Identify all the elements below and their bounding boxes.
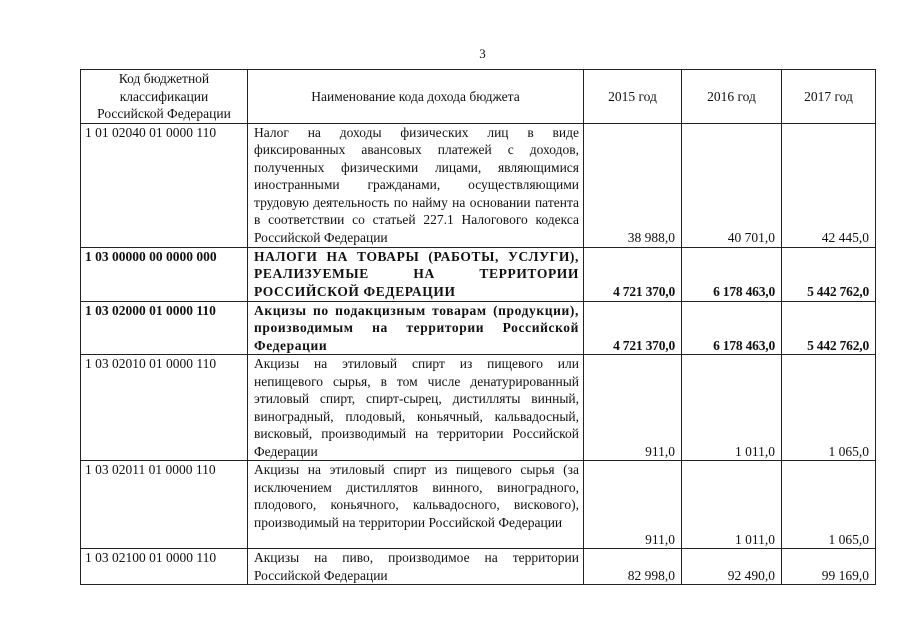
table-row bbox=[81, 301, 876, 355]
row-name: Акцизы по подакцизным товарам (продукции), производимым на территории Российской Федерации bbox=[248, 301, 584, 355]
row-code: 1 03 02100 01 0000 110 bbox=[81, 549, 248, 585]
row-code: 1 03 02011 01 0000 110 bbox=[81, 461, 248, 549]
table-row bbox=[81, 247, 876, 301]
row-value-2017: 1 065,0 bbox=[782, 461, 876, 549]
header-2017: 2017 год bbox=[782, 70, 876, 124]
table-row bbox=[81, 549, 876, 585]
table-row bbox=[81, 355, 876, 461]
row-code: 1 03 02000 01 0000 110 bbox=[81, 301, 248, 355]
row-value-2016: 6 178 463,0 bbox=[682, 301, 782, 355]
row-value-2017: 5 442 762,0 bbox=[782, 247, 876, 301]
row-value-2015: 4 721 370,0 bbox=[584, 301, 682, 355]
row-code: 1 03 00000 00 0000 000 bbox=[81, 247, 248, 301]
row-value-2016: 6 178 463,0 bbox=[682, 247, 782, 301]
table-header-row bbox=[81, 70, 876, 124]
header-2015: 2015 год bbox=[584, 70, 682, 124]
row-value-2017: 99 169,0 bbox=[782, 549, 876, 585]
row-value-2015: 911,0 bbox=[584, 461, 682, 549]
row-value-2016: 92 490,0 bbox=[682, 549, 782, 585]
page-number: 3 bbox=[479, 46, 486, 61]
header-name: Наименование кода дохода бюджета bbox=[248, 70, 584, 124]
header-code: Код бюджетной классификации Российской Федерации bbox=[81, 70, 248, 124]
row-code: 1 03 02010 01 0000 110 bbox=[81, 355, 248, 461]
row-value-2015: 911,0 bbox=[584, 355, 682, 461]
row-name: Акцизы на этиловый спирт из пищевого или непищевого сырья, в том числе денатурированный этиловый спирт, спирт-сырец, дистилляты винный, виноградный, плодовый, коньячный, кальвадосный, висковый, производимый на территории Российской Федерации bbox=[248, 355, 584, 461]
row-value-2017: 1 065,0 bbox=[782, 355, 876, 461]
row-value-2016: 1 011,0 bbox=[682, 355, 782, 461]
row-name: Налог на доходы физических лиц в виде фиксированных авансовых платежей с доходов, полученных физическими лицами, являющимися иностранными гражданами, осуществляющими трудовую деятельность по найму на основании патента в соответствии со статьей 227.1 Налогового кодекса Российской Федерации bbox=[248, 123, 584, 247]
row-value-2017: 5 442 762,0 bbox=[782, 301, 876, 355]
header-2016: 2016 год bbox=[682, 70, 782, 124]
budget-revenue-table bbox=[80, 69, 876, 585]
row-name: Акцизы на этиловый спирт из пищевого сырья (за исключением дистиллятов винного, виноградного, плодового, коньячного, кальвадосного, вискового), производимый на территории Российской Федерации bbox=[248, 461, 584, 549]
row-value-2016: 1 011,0 bbox=[682, 461, 782, 549]
table-row bbox=[81, 123, 876, 247]
row-value-2015: 38 988,0 bbox=[584, 123, 682, 247]
row-name: Акцизы на пиво, производимое на территории Российской Федерации bbox=[248, 549, 584, 585]
row-value-2017: 42 445,0 bbox=[782, 123, 876, 247]
row-value-2015: 4 721 370,0 bbox=[584, 247, 682, 301]
table-row bbox=[81, 461, 876, 549]
row-code: 1 01 02040 01 0000 110 bbox=[81, 123, 248, 247]
row-value-2015: 82 998,0 bbox=[584, 549, 682, 585]
row-value-2016: 40 701,0 bbox=[682, 123, 782, 247]
row-name: НАЛОГИ НА ТОВАРЫ (РАБОТЫ, УСЛУГИ), РЕАЛИЗУЕМЫЕ НА ТЕРРИТОРИИ РОССИЙСКОЙ ФЕДЕРАЦИИ bbox=[248, 247, 584, 301]
